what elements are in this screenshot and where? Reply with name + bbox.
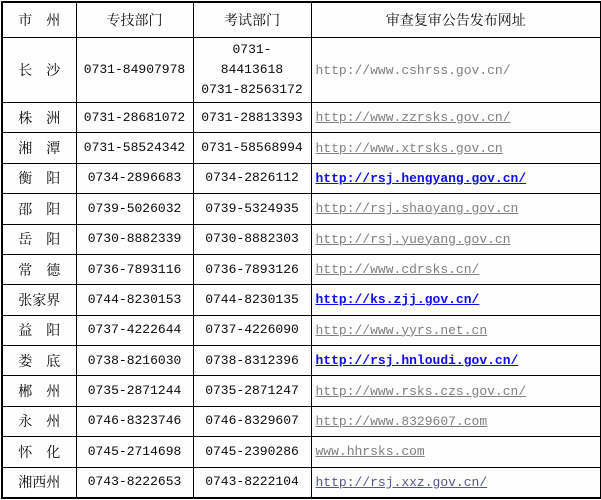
city-name: 益 阳 <box>2 315 76 345</box>
table-body <box>2 38 601 499</box>
zhuanji-phone: 0735-2871244 <box>76 376 193 406</box>
header-kaoshi-dept: 考试部门 <box>193 2 311 38</box>
kaoshi-phone <box>193 467 311 498</box>
table-row <box>2 38 601 103</box>
announcement-url-link[interactable]: http://rsj.yueyang.gov.cn <box>315 231 511 247</box>
announcement-url-link[interactable]: http://www.xtrsks.gov.cn <box>315 140 503 156</box>
table-row <box>2 224 601 254</box>
announcement-url-cell <box>311 467 601 498</box>
announcement-url-cell <box>311 133 601 163</box>
zhuanji-phone: 0743-8222653 <box>76 467 193 498</box>
kaoshi-phone <box>193 315 311 345</box>
kaoshi-phone <box>193 437 311 467</box>
kaoshi-phone-line: 0745-2390286 <box>205 443 299 459</box>
kaoshi-phone-line: 0739-5324935 <box>205 200 299 216</box>
kaoshi-phone <box>193 346 311 376</box>
kaoshi-phone-line: 0736-7893126 <box>205 261 299 277</box>
kaoshi-phone <box>193 163 311 193</box>
announcement-url-link[interactable]: http://rsj.hnloudi.gov.cn/ <box>315 353 519 369</box>
city-name: 湘 潭 <box>2 133 76 163</box>
city-name: 娄 底 <box>2 346 76 376</box>
zhuanji-phone: 0731-84907978 <box>76 38 193 103</box>
announcement-url-link[interactable]: http://www.rsks.czs.gov.cn/ <box>315 383 527 399</box>
kaoshi-phone-line: 0737-4226090 <box>205 322 299 338</box>
kaoshi-phone <box>193 254 311 284</box>
kaoshi-phone-line: 0731-82563172 <box>201 82 303 97</box>
zhuanji-phone: 0736-7893116 <box>76 254 193 284</box>
zhuanji-phone: 0739-5026032 <box>76 194 193 224</box>
zhuanji-phone: 0731-58524342 <box>76 133 193 163</box>
announcement-url-cell <box>311 38 601 103</box>
announcement-url-link[interactable]: http://www.cdrsks.cn/ <box>315 262 480 278</box>
city-name: 株 洲 <box>2 103 76 133</box>
kaoshi-phone-line: 0743-8222104 <box>205 474 299 490</box>
zhuanji-phone: 0744-8230153 <box>76 285 193 315</box>
kaoshi-phone-line: 0731- <box>232 42 272 57</box>
announcement-url-cell <box>311 376 601 406</box>
announcement-url-cell <box>311 406 601 436</box>
announcement-url-link[interactable]: http://rsj.shaoyang.gov.cn <box>315 201 519 217</box>
kaoshi-phone-line: 0738-8312396 <box>205 352 299 368</box>
kaoshi-phone-line: 0731-58568994 <box>201 140 303 156</box>
announcement-url-link[interactable]: http://rsj.hengyang.gov.cn/ <box>315 170 527 186</box>
zhuanji-phone: 0734-2896683 <box>76 163 193 193</box>
announcement-url-cell <box>311 346 601 376</box>
kaoshi-phone <box>193 376 311 406</box>
table-row <box>2 437 601 467</box>
table-row <box>2 133 601 163</box>
zhuanji-phone: 0738-8216030 <box>76 346 193 376</box>
announcement-url-cell <box>311 194 601 224</box>
table-header <box>2 2 601 38</box>
kaoshi-phone <box>193 285 311 315</box>
kaoshi-phone-line: 0744-8230135 <box>205 291 299 307</box>
kaoshi-phone <box>193 194 311 224</box>
zhuanji-phone: 0731-28681072 <box>76 103 193 133</box>
announcement-url-link[interactable]: http://www.8329607.com <box>315 413 488 429</box>
zhuanji-phone: 0745-2714698 <box>76 437 193 467</box>
announcement-url-cell <box>311 163 601 193</box>
table-row <box>2 376 601 406</box>
zhuanji-phone: 0730-8882339 <box>76 224 193 254</box>
announcement-url-cell <box>311 103 601 133</box>
announcement-url-cell <box>311 224 601 254</box>
table-row <box>2 406 601 436</box>
announcement-url-link[interactable]: http://www.cshrss.gov.cn/ <box>315 62 511 78</box>
city-name: 张家界 <box>2 285 76 315</box>
announcement-url-cell <box>311 315 601 345</box>
announcement-url-cell <box>311 285 601 315</box>
kaoshi-phone <box>193 133 311 163</box>
table-row <box>2 346 601 376</box>
kaoshi-phone-line: 0730-8882303 <box>205 231 299 247</box>
city-name: 常 德 <box>2 254 76 284</box>
kaoshi-phone <box>193 38 311 103</box>
city-name: 衡 阳 <box>2 163 76 193</box>
announcement-url-link[interactable]: http://www.yyrs.net.cn <box>315 322 488 338</box>
announcement-url-link[interactable]: http://rsj.xxz.gov.cn/ <box>315 474 488 490</box>
city-name: 怀 化 <box>2 437 76 467</box>
kaoshi-phone-line: 0746-8329607 <box>205 413 299 429</box>
header-row <box>2 2 601 38</box>
announcement-url-cell <box>311 254 601 284</box>
table-row <box>2 467 601 498</box>
header-zhuanji-dept: 专技部门 <box>76 2 193 38</box>
zhuanji-phone: 0746-8323746 <box>76 406 193 436</box>
city-name: 邵 阳 <box>2 194 76 224</box>
city-name: 长 沙 <box>2 38 76 103</box>
announcement-url-link[interactable]: www.hhrsks.com <box>315 444 425 460</box>
kaoshi-phone-line: 84413618 <box>220 62 284 77</box>
zhuanji-phone: 0737-4222644 <box>76 315 193 345</box>
kaoshi-phone <box>193 224 311 254</box>
announcement-url-cell <box>311 437 601 467</box>
kaoshi-phone <box>193 406 311 436</box>
kaoshi-phone-line: 0731-28813393 <box>201 109 303 125</box>
table-row <box>2 103 601 133</box>
table-row <box>2 254 601 284</box>
city-name: 岳 阳 <box>2 224 76 254</box>
table-row <box>2 194 601 224</box>
city-name: 永 州 <box>2 406 76 436</box>
table-row <box>2 315 601 345</box>
header-announcement-url: 审查复审公告发布网址 <box>311 2 601 38</box>
contact-table <box>1 1 601 499</box>
table-row <box>2 285 601 315</box>
announcement-url-link[interactable]: http://www.zzrsks.gov.cn/ <box>315 110 511 126</box>
city-name: 湘西州 <box>2 467 76 498</box>
kaoshi-phone-line: 0734-2826112 <box>205 170 299 186</box>
announcement-url-link[interactable]: http://ks.zjj.gov.cn/ <box>315 292 480 308</box>
table-row <box>2 163 601 193</box>
header-city: 市 州 <box>2 2 76 38</box>
kaoshi-phone <box>193 103 311 133</box>
kaoshi-phone-line: 0735-2871247 <box>205 383 299 399</box>
city-name: 郴 州 <box>2 376 76 406</box>
